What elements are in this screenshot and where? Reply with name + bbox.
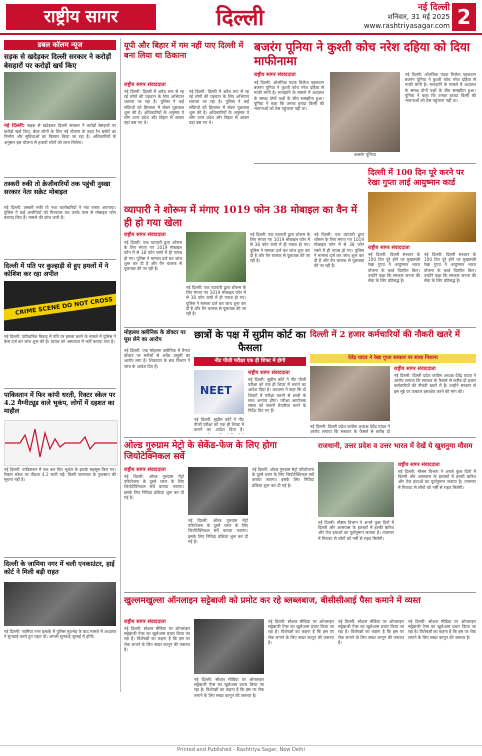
divider — [4, 388, 116, 389]
politician-photo — [310, 366, 390, 421]
story-body: नई दिल्ली: एक व्यापारी द्वारा शोरूम के लिए मंगाए गए 1019 मोबाइल फोन में से 38 फोन रास्ते में ही गायब हो गए। पुलिस ने मामला दर्ज कर जांच शुरू कर दी है और वैन चालक से पूछताछ की जा रही है। — [124, 240, 182, 272]
story-headline: सड़क से खदेड़कर दिल्ली सरकार ने करोड़ों बेसहारों पर करोड़ों खर्च किए — [4, 52, 112, 70]
bureau-byline: राष्ट्रीय सागर संवाददाता — [254, 72, 296, 78]
newspaper-logo: राष्ट्रीय सागर — [6, 4, 156, 30]
story-body-continued: नई दिल्ली: एक व्यापारी द्वारा शोरूम के लिए मंगाए गए 1019 मोबाइल फोन में से 38 फोन रास्ते में ही गायब हो गए। पुलिस ने मामला दर्ज कर जांच शुरू कर दी है और वैन चालक से पूछताछ की जा रही है। — [314, 232, 364, 269]
story-body: नई दिल्ली: ओलंपिक पदक विजेता पहलवान बजरंग पूनिया ने कुश्ती कोच नरेश दहिया से माफी मांगी है। मानहानि के मामले में अदालत के समक्ष दोनों पक्षों के बीच समझौता हुआ। पूनिया ने कहा कि उनका इरादा किसी की भावनाओं को ठेस पहुंचाना नहीं था। — [254, 80, 324, 112]
story-photo — [4, 582, 116, 626]
story-body: नई दिल्ली: दिल्ली सरकार के 100 दिन पूरे होने पर मुख्यमंत्री रेखा गुप्ता ने आयुष्मान भारत योजना के कार्ड वितरित किए। उन्होंने कहा कि सरकार जनता की सेवा के लिए प्रतिबद्ध है। — [368, 252, 420, 284]
story-body-continued: नई दिल्ली: ओल्ड गुरुग्राम मेट्रो परियोजना के दूसरे चरण के लिए जियोटेक्निकल सर्वे कराया जाएगा। इसके लिए निविदा प्रक्रिया शुरू कर दी गई है। — [188, 518, 248, 544]
story-body-continued: नई दिल्ली: मौसम विभाग ने अगले कुछ दिनों में दिल्ली और आसपास के इलाकों में हल्की बारिश और तेज हवाओं का पूर्वानुमान जताया है। तापमान में गिरावट से लोगों को गर्मी से राहत मिलेगी। — [318, 520, 394, 541]
story-body-continued: नई दिल्ली: ओलंपिक पदक विजेता पहलवान बजरंग पूनिया ने कुश्ती कोच नरेश दहिया से माफी मांगी है। मानहानि के मामले में अदालत के समक्ष दोनों पक्षों के बीच समझौता हुआ। पूनिया ने कहा कि उनका इरादा किसी की भावनाओं को ठेस पहुंचाना नहीं था। — [405, 72, 476, 104]
bureau-byline: राष्ट्रीय सागर संवाददाता — [124, 82, 166, 88]
seismograph-icon — [5, 421, 117, 465]
story-headline: यूपी और बिहार में गम नहीं पाए दिल्ली में बना लिया था ठिकाना — [124, 40, 244, 60]
neet-photo — [194, 370, 244, 414]
website-link[interactable]: www.rashtriyasagar.com — [363, 22, 450, 30]
story-body: नई दिल्ली: पाकिस्तान में एक बार फिर भूकंप के झटके महसूस किए गए। रिक्टर स्केल पर तीव्रता 4.2 मापी गई। किसी जानमाल के नुकसान की सूचना नहीं है। — [4, 467, 116, 483]
masthead — [0, 0, 482, 34]
page-footer: Printed and Published - Rashtriya Sagar, New Delhi — [0, 745, 482, 756]
edition-info — [340, 4, 450, 31]
story-body: नई दिल्ली: तस्करी रुकी तो नशा कारोबारियों ने नया रास्ता अपनाया। पुलिस ने कई आरोपियों को गिरफ्तार कर उनके पास से मोबाइल फोन बरामद किए हैं। मामले की जांच जारी है। — [4, 205, 116, 221]
photo-caption: बजरंग पूनिया — [354, 153, 376, 158]
bureau-byline: राष्ट्रीय सागर संवाददाता — [124, 467, 166, 473]
story-subheadline: देवेंद्र यादव ने रेखा गुप्ता सरकार पर साधा निशाना — [310, 354, 476, 363]
story-body: नई दिल्ली: पारिवारिक विवाद में पति पर हमला करने के मामले में पुलिस ने केस दर्ज कर जांच शुरू की है। घायल को अस्पताल में भर्ती कराया गया है। — [4, 334, 116, 345]
double-column-label: डबल कॉलम न्यूज — [4, 40, 116, 50]
story-body: नई दिल्ली: सड़क से खदेड़कर दिल्ली सरकार ने करोड़ों बेसहारों पर करोड़ों खर्च किए, बेघर लोगों के लिए नई योजना के तहत रैन बसेरों का निर्माण और सुविधाओं का विस्तार किया जा रहा है। अधिकारियों के अनुसार इस योजना से हजारों लोगों को लाभ मिलेगा। — [4, 123, 116, 145]
wrestler-photo — [330, 72, 400, 152]
story-headline: छात्रों के पक्ष में सुप्रीम कोर्ट का फैसला — [194, 330, 306, 354]
story-body-continued: नई दिल्ली: एक व्यापारी द्वारा शोरूम के लिए मंगाए गए 1019 मोबाइल फोन में से 38 फोन रास्ते में ही गायब हो गए। पुलिस ने मामला दर्ज कर जांच शुरू कर दी है और वैन चालक से पूछताछ की जा रही है। — [186, 285, 246, 317]
story-body-continued: नई दिल्ली: एक व्यापारी द्वारा शोरूम के लिए मंगाए गए 1019 मोबाइल फोन में से 38 फोन रास्ते में ही गायब हो गए। पुलिस ने मामला दर्ज कर जांच शुरू कर दी है और वैन चालक से पूछताछ की जा रही है। — [250, 232, 310, 264]
story-body-continued: नई दिल्ली: सोशल मीडिया पर ऑनलाइन सट्टेबाजी ऐप्स का खुलेआम प्रचार किया जा रहा है। विशेषज्ञों का कहना है कि इस पर रोक लगाने के लिए सख्त कानून की जरूरत है। — [194, 677, 264, 698]
chief-minister-photo — [368, 192, 476, 242]
story-headline: दिल्ली के जामिया नगर में चली एनकाउंटर, हाई कोर्ट ने मिली बड़ी राहत — [4, 560, 115, 576]
story-body: नई दिल्ली: ओल्ड गुरुग्राम मेट्रो परियोजना के दूसरे चरण के लिए जियोटेक्निकल सर्वे कराया जाएगा। इसके लिए निविदा प्रक्रिया शुरू कर दी गई है। — [124, 474, 184, 500]
story-headline: दिल्ली में 2 हजार कर्मचारियों की नौकरी खतरे में — [310, 330, 460, 340]
story-body-continued: नई दिल्ली: सुप्रीम कोर्ट ने नीट पीजी परीक्षा को एक ही शिफ्ट में कराने का आदेश दिया है। — [194, 417, 244, 433]
bureau-byline: राष्ट्रीय सागर संवाददाता — [398, 462, 440, 468]
divider — [124, 437, 476, 438]
divider — [4, 557, 116, 558]
divider — [4, 259, 116, 260]
rain-photo — [318, 462, 394, 517]
story-headline: राजधानी, उत्तर प्रदेश व उत्तर भारत में देखें ये खुशनुमा मौसम — [318, 441, 473, 450]
story-headline: दिल्ली में पति पर कुल्हाड़ी से हुए हमलों में ने कोशिश कर रहा अपील — [4, 262, 109, 278]
story-body: नई दिल्ली: एक मोहल्ला क्लीनिक में तैनात डॉक्टर पर मरीजों से अवैध वसूली का आरोप लगा है। शिकायत के बाद विभाग ने जांच के आदेश दिए हैं। — [124, 348, 190, 369]
story-headline: व्यापारी ने शोरूम में मंगाए 1019 फोन 38 मोबाइल का वैन में ही हो गया खेला — [124, 205, 357, 229]
seismograph-photo — [4, 420, 118, 466]
story-body: नई दिल्ली: दिल्ली में अवैध रूप से रह रहे लोगों की पहचान के लिए अभियान चलाया जा रहा है। पुलिस ने कई संदिग्धों को हिरासत में लेकर पूछताछ शुरू की है। अधिकारियों के अनुसार ये लोग उत्तर प्रदेश और बिहार से आकर यहां बस गए थे। — [124, 89, 184, 126]
story-headline: दिल्ली में 100 दिन पूरे करने पर रेखा गुप्ता लाई आयुष्मान कार्ड — [368, 167, 464, 187]
story-body-continued: नई दिल्ली: सोशल मीडिया पर ऑनलाइन सट्टेबाजी ऐप्स का खुलेआम प्रचार किया जा रहा है। विशेषज्ञों का कहना है कि इस पर रोक लगाने के लिए सख्त कानून की जरूरत है। — [268, 619, 334, 645]
story-photo — [4, 72, 116, 120]
cricket-photo — [194, 619, 264, 674]
masthead-rule — [0, 33, 482, 35]
neet-logo: NEET — [200, 384, 232, 397]
divider — [4, 177, 116, 178]
story-body: नई दिल्ली: दिल्ली प्रदेश कांग्रेस अध्यक्ष देवेंद्र यादव ने आरोप लगाया कि सरकार के फैसले से करीब दो हजार कर्मचारियों की नौकरी खतरे में है। उन्होंने सरकार से इस मुद्दे पर तत्काल हस्तक्षेप करने की मांग की। — [394, 373, 476, 394]
story-body: नई दिल्ली: मौसम विभाग ने अगले कुछ दिनों में दिल्ली और आसपास के इलाकों में हल्की बारिश और तेज हवाओं का पूर्वानुमान जताया है। तापमान में गिरावट से लोगों को गर्मी से राहत मिलेगी। — [398, 469, 476, 490]
divider — [124, 592, 476, 593]
story-headline: खुल्लमखुल्ला ऑनलाइन सट्टेबाजी को प्रमोट कर रहे ब्लब्लबाज, बीसीसीआई पैसा कमाने में व्यस्त — [124, 596, 421, 606]
section-title: दिल्ली — [216, 5, 264, 31]
divider — [254, 163, 476, 164]
story-body-continued: नई दिल्ली: दिल्ली सरकार के 100 दिन पूरे होने पर मुख्यमंत्री रेखा गुप्ता ने आयुष्मान भारत योजना के कार्ड वितरित किए। उन्होंने कहा कि सरकार जनता की सेवा के लिए प्रतिबद्ध है। — [424, 252, 476, 284]
divider — [124, 327, 476, 328]
edition-date: शनिवार, 31 मई 2025 — [387, 13, 450, 21]
story-headline: बजरंग पूनिया ने कुश्ती कोच नरेश दहिया को दिया माफीनामा — [254, 40, 470, 68]
story-body: नई दिल्ली: सुप्रीम कोर्ट ने नीट पीजी परीक्षा को एक ही शिफ्ट में कराने का आदेश दिया है। अदालत ने कहा कि दो शिफ्टों में परीक्षा कराने से छात्रों के साथ अन्याय होगा। परीक्षा आयोजक संस्था को जरूरी तैयारियां करने के निर्देश दिए गए हैं। — [248, 377, 306, 414]
story-body-continued: नई दिल्ली: दिल्ली में अवैध रूप से रह रहे लोगों की पहचान के लिए अभियान चलाया जा रहा है। पुलिस ने कई संदिग्धों को हिरासत में लेकर पूछताछ शुरू की है। अधिकारियों के अनुसार ये लोग उत्तर प्रदेश और बिहार से आकर यहां बस गए थे। — [189, 89, 249, 126]
story-body: नई दिल्ली: जामिया नगर इलाके में पुलिस मुठभेड़ के बाद मामले में अदालत ने सुनवाई करते हुए राहत दी। अगली सुनवाई जुलाई में होगी। — [4, 629, 116, 640]
bureau-byline: राष्ट्रीय सागर संवाददाता — [124, 232, 166, 238]
crime-tape: CRIME SCENE DO NOT CROSS — [4, 291, 116, 321]
metro-photo — [188, 467, 248, 515]
story-headline: मोहल्ला क्लीनिक के डॉक्टर पर घूस लेने का आरोप — [124, 330, 186, 343]
story-body: नई दिल्ली: सोशल मीडिया पर ऑनलाइन सट्टेबाजी ऐप्स का खुलेआम प्रचार किया जा रहा है। विशेषज्ञों का कहना है कि इस पर रोक लगाने के लिए सख्त कानून की जरूरत है। — [124, 626, 190, 652]
story-body-continued: नई दिल्ली: दिल्ली प्रदेश कांग्रेस अध्यक्ष देवेंद्र यादव ने आरोप लगाया कि सरकार के फैसले से करीब दो — [310, 424, 390, 434]
story-subheadline: नीट पीजी परीक्षा एक ही शिफ्ट में होगी — [194, 357, 306, 366]
page-number: 2 — [452, 3, 476, 31]
bureau-byline: राष्ट्रीय सागर संवाददाता — [248, 370, 290, 376]
story-headline: पाकिस्तान में फिर कांपी धरती, रिक्टर स्केल पर 4.2 मैग्नीट्यूड वाले भूकंप, लोगों में दहशत का माहौल — [4, 391, 116, 415]
bureau-byline: राष्ट्रीय सागर संवाददाता — [394, 366, 436, 372]
edition-city: नई दिल्ली — [417, 3, 450, 13]
story-body-continued: नई दिल्ली: सोशल मीडिया पर ऑनलाइन सट्टेबाजी ऐप्स का खुलेआम प्रचार किया जा रहा है। विशेषज्ञों का कहना है कि इस पर रोक लगाने के लिए सख्त कानून की जरूरत है। — [338, 619, 404, 645]
story-body-continued: नई दिल्ली: ओल्ड गुरुग्राम मेट्रो परियोजना के दूसरे चरण के लिए जियोटेक्निकल सर्वे कराया जाएगा। इसके लिए निविदा प्रक्रिया शुरू कर दी गई है। — [252, 467, 314, 488]
bureau-byline: राष्ट्रीय सागर संवाददाता — [368, 245, 410, 251]
story-body-continued: नई दिल्ली: सोशल मीडिया पर ऑनलाइन सट्टेबाजी ऐप्स का खुलेआम प्रचार किया जा रहा है। विशेषज्ञों का कहना है कि इस पर रोक लगाने के लिए सख्त कानून की जरूरत है। — [408, 619, 476, 640]
story-headline: ओल्ड गुरुग्राम मेट्रो के सेकेंड-फेज के लिए होगा जियोटेक्निकल सर्वे — [124, 441, 277, 462]
column-rule — [120, 38, 121, 692]
bureau-byline: राष्ट्रीय सागर संवाददाता — [124, 619, 166, 625]
story-headline: तस्करी रुकी तो क्रेजीवारियों तक पहुंची नुस्खा सरकार नेता सक्रेट मोबाइल — [4, 180, 111, 196]
van-photo — [186, 232, 246, 282]
crime-scene-photo — [4, 281, 116, 331]
